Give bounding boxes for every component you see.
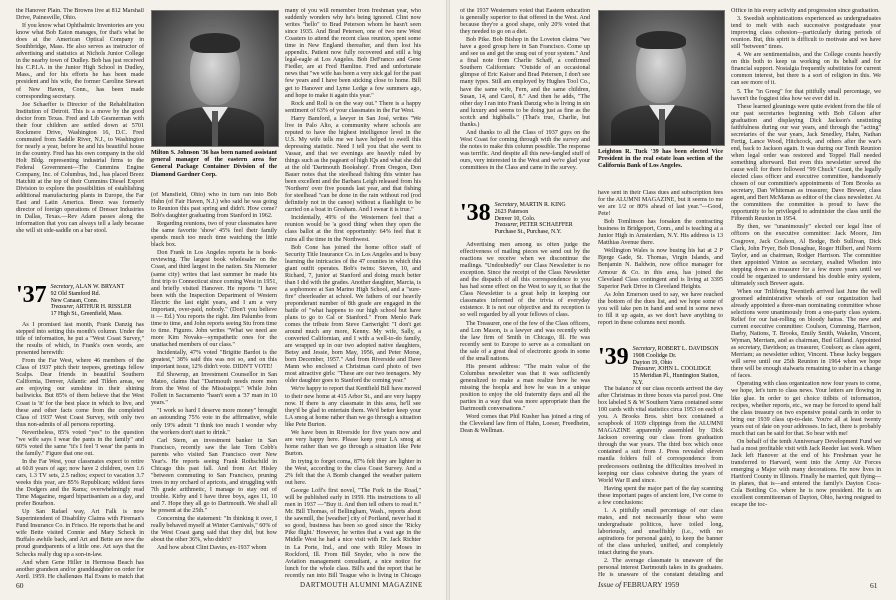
paragraph: Rock and Roll is on the way out." There is a happy sentiment of 63% of your classmates in the Far West. xyxy=(285,100,421,114)
paragraph: Joe Schaeffer is Director of the Rehabilitation Institution of Detroit. This is a move by the good doctor from Texas. Fred and Lib Gesmerman with their four children are settled down at 5701 Rockmere Drive, Washington 16, D.C. Fred commuted from Saddle River, N.J., to Washington for nearly a year, before he and his beautiful house in the country. Fred has his own company in the old Holt Bldg. representing industrial firms to the Federal Government—The Cummins Engine Company, Inc. of Columbus, Ind., has placed Breez Hatchitt at the top of their Cummins Diesel Export Division to explore the possibilities of establishing additional manufacturing plants in Europe, the Far East and Latin America. Breez was formerly director of foreign operations of Dresser Industries in Dallas, Texas.—Rev Adam passes along the information that you can always tell a lady because she will sit side-saddle on a bar stool. xyxy=(16,101,144,235)
paragraph: Incidentally, 49% of the Westerners feel that a reunion would be 'a good thing' when they open the class ballot at the first opportunity: 64% feel that it ruins all the time in the Northwest. xyxy=(285,215,421,243)
treasurer-name: ARTHUR H. RISSLER xyxy=(75,304,132,311)
right-col1-top xyxy=(460,8,590,198)
paragraph: Having spent the major part of the day scanning these important pages of ancient lore, I've come to a few conclusions: xyxy=(598,485,723,506)
paragraph: Regarding reunions, two of your classmates have the same favorite 'show' 45% feel their family spends much too much time watching the little black box. xyxy=(151,221,277,249)
paragraph: Bob Tomlinson has forsaken the contracting business in Bridgeport, Conn., and is teaching at a Junior High in Amsterdam, N.Y. His address is 13 Matthias Avenue there. xyxy=(598,219,723,247)
paragraph: "I work so hard I deserve more money" brought an astounding 75% vote in the affirmative, while only 19% admit "I think too much I wonder why the workers don't start to drink." xyxy=(151,408,277,436)
portrait-photo-tuck xyxy=(598,10,725,146)
treasurer-address: Purchase St., Purchase, N.Y. xyxy=(494,229,562,236)
secretary-address: 1908 Coolidge Dr. xyxy=(632,352,677,359)
photo-caption-tuck: Leighton R. Tuck '39 has been elected Vice President in the real estate loan section of the California Bank of Los Angeles. xyxy=(598,148,723,170)
paragraph: many of you will remember from freshman year, who suddenly wonders why he's being ignored. Clint now writes "hello" to Brad Peterson whom he hasn't seen since 1935. And Brad Petersen, one of two new West Coasters to attend the recent class reunion, spent some time in New England thereafter, and then lost his appendix. Patient now fully recovered and still a big legal-eagle at Los Angeles. Bob DeFranco and Gene Fiedler, are at Fred Hamline. Fred and unfortunate news that "we wife has been a very sick gal for the past few years and I have been sticking close to home. Bill get to Hanover and Lyme Ledge a few summers ago, and hope to make it again this year." xyxy=(285,8,421,99)
left-col1-top xyxy=(16,8,144,284)
paragraph: (of Mansfield, Ohio) who in turn ran into Bob Hahn (of Fair Haven, N.J.) who said he was going to Reunion this past spring and didn't. How come? Bob's daughter graduating from Stanford in 1962. xyxy=(151,192,277,220)
secretary-address: 2623 Paterson xyxy=(494,208,529,215)
right-col2-bottom xyxy=(598,386,723,578)
paragraph: His present address: "The main value of the Columbus newsletter was that it was sufficiently generalized to make a man realize how he was missing the hoopla and how he was in a unique position to enjoy the old fraternity days and all the parties in a way that was more appropriate than the Dartmouth conversations." xyxy=(460,363,590,413)
portrait-photo-johnson xyxy=(151,10,279,147)
class-number: '38 xyxy=(460,200,491,226)
paragraph: In trying to forget coma, 87% felt they are lighter in the West, according to the class Coast Survey. And a 2% felt that the A Bomb changed the weather pattern out here. xyxy=(285,458,421,487)
paragraph: Wellington Wales is now busing his hat at 2 P Bjerge Gade, St. Thomas, Virgin Islands, and Benjamin N. Baldwin, now office manager for Armour & Co. in this area, has joined the Cleveland Class contingent and is living at 3395 Superior Park Drive in Cleveland Heights. xyxy=(598,248,723,290)
paragraph: The balance of our class records arrived the day after Christmas in three boxes via parcel post. One box labeled S & W Southern Yams contained some 100 cards with vital statistics circa 1953 on each of you. A Brooks Bros. shirt box contained a scrapbook of 1939 clippings from the ALUMNI MAGAZINE apparently assembled by Dick Jackson covering our class from graduation through the war years. The third box which once contained a suit from J. Press revealed eleven manila folders full of correspondence from predecessors outlining the difficulties involved in keeping our class cohesive during the years of World War II and since. xyxy=(598,386,723,484)
paragraph: 3. Swedish sophistications experienced as undergraduates tend to melt with each successive postgraduate year improving class cohesion—particularly during periods of reunion. But, this spirit is difficult to motivate and we have still "between" times. xyxy=(731,16,881,51)
paragraph: The Treasurer, one of the few of the Class officers, and Lon Mason, is a lawyer and was recently with the law firm of Smith in Chicago, Ill. He was recently sent to Europe to serve as a consultant on the sale of a great deal of electronic goods in some of the small nations. xyxy=(460,320,590,362)
secretary-city: Denver 10, Colo. xyxy=(494,215,536,222)
paragraph: 2. The average classmate is unaware of the personal interest Dartmouth takes in its graduates. He is unaware of the constant detailing and xyxy=(598,558,723,578)
paragraph: When our Trilifeing Twentieth arrived last June the well groomed administrative wheels of our organization had already appointed a three-man nominating committee whose selections were unanimously from a one-party class system. Relief for our hat-rolling on bloody hatras. The new and current executive committee: Coulson, Cumming, Harrison, Darby, Nations, T. Brooks, Emily Smith, Wakelin, Vincent, Wyman, Merriam, and as chairman, Bud Gilfand. Appointed as secretary, Davidson; as treasurer, Coulson; as class agent, Merriam; as newsletter editor, Vincent. These lucky beggars will serve until our 25th Reunion in 1964 when we hope there will be enough stalwarts remaining to usher in a change of faces. xyxy=(731,288,881,380)
class-38-header xyxy=(460,202,590,236)
paragraph: the Hanover Plain. The Browns live at 812 Marshall Drive, Painesville, Ohio. xyxy=(16,8,144,22)
treasurer-name: PETER SCHAEFFER xyxy=(519,222,573,229)
paragraph: We have been in Riverside for five years now and are very happy here. Please keep your LA smog at home rather than we go through a situation like Pete Burton. xyxy=(285,429,421,457)
paragraph: Carl Stern, an investment banker in San Francisco, recently saw the late Tom Cobb's parents who visited San Francisco over New Year's. He reports seeing Frank Rothschild in Chicago this past fall. And from Art Hisley "between commuting to San Francisco, pruning trees in my orchard of apricots, and struggling with 7th grade arithmetic, I manage to stay out of trouble. Kirby and I have three boys, ages 11, 10 and 7. Hope they all go to Dartmouth. We shall all be present at the 25th." xyxy=(151,437,277,515)
paragraph: Ed Showrup, an Investment Counsellor in San Mateo, claims that "Dartmouth needs more men from the West of the Mississippi." While John Follett in Sacramento "hasn't seen a '37 man in 10 years." xyxy=(151,372,277,407)
magazine-title-footer: DARTMOUTH ALUMNI MAGAZINE xyxy=(300,581,423,589)
secretary-name: ROBERT L. DAVIDSON xyxy=(657,346,719,352)
paragraph: Harry Bamford, a lawyer in San José, writes "We live in Palo Alto, a community where schools are reputed to have the highest intelligence level in the U.S. My wife tells me we have helped to swell this depressing statistic. Need I tell you that she went to Vassar, and that we evenings are heavily ruled by things such as the pageant of high IQs and what she did at the old 'Dartmouth Bookshop'. From Oregon, Don Bauer notes that the steelhead fishing this winter has been excellent and the Barbara Leigh released from his 'Northern' over five pounds last year, and that fishing for steelhead "can be done in the rain without rod (rod definitely not in the canoe) without a flashlight to be carried on a boat in Gresham. And I swear it is true." xyxy=(285,115,421,214)
class-39-header xyxy=(598,346,723,387)
paragraph: We're happy to report that Kentfield Bill have moved to their new home at 415 Arbor St., and are very happy now. If there is any classmate in this area, he'll see they'd be glad to entertain them. We'd better keep your LA smog at home rather than we go through a situation like Pete Burton. xyxy=(285,386,421,428)
paragraph: As John Emerson used to say, we have reached the bottom of the dues list, and we hope some of you will take pen in hand and send in some news to fill it up again, as we don't have anything to report in these columns next month. xyxy=(598,291,723,326)
secretary-name: ALAN W. BRYANT xyxy=(75,284,125,290)
class-number: '39 xyxy=(598,344,629,370)
paragraph: And thanks to all the Class of 1937 guys on the West Coast for coming through with the survey and the notes to make this column possible. The response was terrific. And despite all this new-fangled stuff of ours, very interested in the West and we're glad your committees in the Class and came in the survey. xyxy=(460,129,590,172)
paragraph: Bob Cone has joined the home office staff of Security Title Insurance Co. in Los Angeles and is busy learning the intricacies of the 47 counties in which this giant outfit operates. Bob's twins: Steven, 10, and Richard, 7, junior at Stanford and doing much better than I did with the grades. Another daughter, Marcia, is a sophomore at San Marino High School, and a "sure-fire" cheerleader at school. We fathers of our heavily preponderant number of 8th grade are engaged in the battle of "what happens to our high school but have plans to go to Cal or Stanford." From Menlo Park comes the tribute from Steve Cartwright: "I don't get around much any more, Kenny. My wife, Sally, a converted Californian, and I with a well-to-do family, are wrapped up in our two adopted native daughters, Betsy and Jessie, born May, 1956, and Peter Morse, born December, 1957." And from Riverside and Dave Mann who enclosed a Christmas card photo of two most attractive girls: "These are our two teenagers. My older daughter goes to Stanford the coming year." xyxy=(285,244,421,385)
paragraph: Incidentally, 47% voted "Brigitte Bardot is the greatest," 38% said this was not so, and on this important issue, 12% didn't vote. DIDN'T VOTE! xyxy=(151,350,277,371)
paragraph: Nevertheless, 85% voted "yes" to the question "we wife says I wear the pants in the family" and 60% voted the same "it's I feel 'I wear' the pants in the family." Figure that one out. xyxy=(16,429,144,457)
treasurer-address: 15 Meridian Pl., Huntington Station, N.Y. xyxy=(632,373,719,386)
treasurer-name: JOHN L. COOLIDGE xyxy=(657,366,711,373)
paragraph: If you know what Ophthalmic Inventories are you know what Bob Eaton manages, for that's what he does at the American Optical Company in Southbridge, Mass. He also serves as instructor of advertising and statistics at Nichols Junior College in the nearby town of Dudley. Bob has just received his C.P.I.A. in the Junior High School in Dudley, Mass., and for his efforts he has been made president and his wife, the former Caroline Stewart of New Haven, Conn., has been made corresponding secretary. xyxy=(16,23,144,100)
paragraph: Don Frank in Los Angeles reports he is book-reviewing. The largest book wholesaler on the Coast, and third largest in the nation. Stu Niemeier (same city) writes that last summer he made his first trip to Connecticut since coming West in 1951, and briefly visited Hanover. He reports "I have been with the Inspection Department of Western Electric the last eight years, and I am a very important, over-paid, nobody." (Don't you believe it — Ed.) You reports the right. Jim Palumbo from time to time, and John reports seeing Stu from time to time. Figures. John writes "What we need are more Kim Novaks—sympathetic ones for the unattached members of our class." xyxy=(151,250,277,348)
class-officers: Secretary, ALAN W. BRYANT 92 Old Stamford Rd. New Canaan, Conn. Treasurer, ARTHUR H. RISSLER 17 High St., Greenfield, Mass. xyxy=(50,284,132,318)
paragraph: By then, we "unanimously" elected our legal line of officers on the executive committee: Jack Moore, Jim Cosgrove, Jack Coulson, Al Bodge, Bob Sullivan, Dick Clark, John Fryer, Bob Donaghue, Roger Hilbert, and Norm Taylor, and as chairman, Rodger Harrison. The committee then appointed Vinton as secretary, exalted Whedon into stepping down as treasurer for a few more years until we could be organized to understand his double entry system, ultimately such Brewer again. xyxy=(731,224,881,287)
right-page xyxy=(448,0,896,600)
treasurer-address: 17 High St., Greenfield, Mass. xyxy=(50,311,123,318)
paragraph: These learned gleanings were quite evident from the file of our past secretaries beginning with Bob Gilson after graduation and displaying Dick Jackson's unstinting faithfulness during our war years, and through the "acting" secretaries of the war years, Jack Smedley, Hahn, Nathan Fertig, Lance Wood, Hitchcock, and others after the war's end, back to Jackson again. It was during our Tenth Reunion when legal order was restored and Toppel Hall needed something afterward. But even this newsletter served the cause well: for there followed "99 Chuck" Grant, the legally elected class officer and executive committee, handsomely chosen of our committee's appointments of Tom Brooks as secretary, Dan Whiteman as treasurer, Dave Brewer, class agent, and Bert McManus as editor of the class newsletter. At the committees the committee is proud to have the opportunity to be privileged to administer the class until the Fifteenth Reunion in 1954. xyxy=(731,103,881,223)
issue-label: Issue of xyxy=(598,580,622,589)
photo-caption-johnson: Milton S. Johnson '36 has been named assistant general manager of the eastern area for General Package Container Division of the Diamond Gardner Corp. xyxy=(151,149,277,178)
paragraph: 5. The "in Greeg" for that pitifully small percentage, we haven't the foggiest idea how we ever did in. xyxy=(731,88,881,102)
paragraph: Concerning the statement: "In thinking it over, I really behaved myself at Winter Carnivals," 60% of the West Coast gang said that they did, but how about the other 36%, who didn't? xyxy=(151,516,277,544)
class-officers: Secretary, MARTIN R. KING 2623 Paterson Denver 10, Colo. Treasurer, PETER SCHAEFFER Purchase St., Purchase, N.Y. xyxy=(494,202,573,236)
paragraph: Word comes that Phil Kusher has joined a ring of the Cleveland law firm of Hahn, Loeser, Freedheim, Dean & Wellman. xyxy=(460,414,590,435)
class-officers: Secretary, ROBERT L. DAVIDSON 1908 Coolidge Dr. Dayton 19, Ohio Treasurer, JOHN L. COOLIDGE 15 Meridian Pl., Huntington Station, N.Y. xyxy=(633,346,723,387)
paragraph: George Loff's first novel, "The Fork in the Road," will be published early in 1959. His instructions to all men in 1937 —"Buy it. And then tell others to read it." Mr. Bill Thomas, of Bellingham, Wash., reports about the sawmill, the [weather] city of Portland, never had it so good, business has been so good since the 'Ricky Pike flight.' However, he writes that a vast age in the Middle West he had a nice visit with Dr. Jack Richter in La Porte, Ind., and one with Riley Moses in Rockford, Ill. From Bill Snyder, who is now the Aviation management consultant, a nice notice for lunch for the whole class. Bill's and the report that he recently ran into Bill Teague who is living in Chicago xyxy=(285,488,421,578)
paragraph: And when Gene Hiller in Hermosa Beach has another grandson and/or granddaughter on order for April, 1959. He challenges Hal Evans to match that xyxy=(16,559,144,578)
paragraph: Up San Rafael way, Art Falk is now Superintendent of Disability Claims with Fireman's Fund Insurance Co. in Frisco. He reports that he and wife Bette visited Connie and Mary Scheck in Buffalo awhile back, and Art and Bette are now the proud grandparents of a little one. Art says that the Schecks really dug up a son-in-law. xyxy=(16,509,144,558)
paragraph: On behalf of the tenth Anniversary Development Fund we had a most profitable visit with Jack Reeder last week. When Jack left Hanover at the end of his Freshman year he transferred to Harvard, went into the Army Air Forces emerging a Major with many decorations. He now lives in Hartford County in Illinois. Finally he married, quit flying—in planes, that is—and entered the family's Dayton Coca-Cola Bottling Co. where he is now president. He is an excellent committeeman of Dayton, Ohio, having resigned to escape the toc- xyxy=(731,438,881,509)
paragraph: Advertising men among us often judge the effectiveness of mailing pieces we send out by the reactions we receive when we discontinue the mailings. "Undoubtedly" our Class Newsletter is no exception. Since the receipt of the Class Newsletter and the dispatch of all this correspondence to you has had some effect on the West to say it, so that the Class Newsletter is a great help in keeping our classmates informed of the trivia of everyday existence. It is not our objective and its reception is so well regarded by all your fellows of class. xyxy=(460,242,590,319)
paragraph: have sent in their Class dues and subscription fees for the ALUMNI MAGAZINE, but it seems to me we are 1/2 or 80% ahead of last year."—Good, Pete! xyxy=(598,190,723,218)
issue-date-footer xyxy=(598,580,679,589)
page-number-right: 61 xyxy=(870,581,878,590)
right-col1-bottom xyxy=(460,242,590,578)
paragraph: Bob Pike. Bob Bishop in the Loveton claims "we have a good group here in San Francisco. Come up and see us and get the snug out of your system." And a final note from Charlie Schaff, a confirmed Southern Californian: "Outside of an occasional glimpse of Eric Kaiser and Brad Petersen, I don't see many types. Still am employed by Hughes Tool Co., have the same wife, Fern, and the same children, Susan, 14, and Carol, 8." And then he adds, "The other day I ran into Frank Danzig who is living in sin and luxury and seems to be doing just as fine as the scotch and highballs." (That's true, Charlie, but thanks.) xyxy=(460,37,590,128)
secretary-address: 92 Old Stamford Rd. xyxy=(50,290,101,297)
class-37-header xyxy=(16,284,144,318)
paragraph: In the Far West, your classmates expect to retire at 60.8 years of age; now have 2 children, own 1.6 cars, 1.3 TV sets, 2.5 radios; expect to vacation 3.7 weeks this year, are 85% Republican; wildest fares the Dodgers and the Rams; overwhelmingly read Time Magazine, regard bipartisanism as a day, and prefer Bourbon. xyxy=(16,458,144,508)
page-number-left: 60 xyxy=(16,581,24,590)
paragraph: And how about Clint Davies, ex-1937 whom xyxy=(157,545,267,552)
paragraph: 4. We are sentimentalists, and the College counts heavily on this both to keep us working on its behalf and for financial support. Nostalgia frequently substitutes for current common interest, but there is a sort of religion in this. We can see more of it. xyxy=(731,52,881,87)
paragraph: Operating with class organization now four years to come, we hope, let's turn to class news. Your letters are flowing in like glue. In order to get choice tidbits of information, recipes, whether reports, etc., we may be forced to spend half the class treasury on two expensive postal cards in order to bring our 1939 class up-to-date. You're all at least twenty years out of date on your addresses. In fact, there is probably much that can be said for that. So bear with me! xyxy=(731,381,881,437)
left-col3 xyxy=(285,8,421,578)
paragraph: of the 1937 Westerners voted that Eastern education is generally superior to that offered in the West. And because they're a good shape, only 20% voted that they needed to go on a diet. xyxy=(460,8,590,36)
issue-month: FEBRUARY 1959 xyxy=(623,580,680,589)
paragraph: From the Far West, where 46 members of the Class of 1937 pitch their teepees, greetings fellow Scalps. Dear friends in beautiful Southern California, Denver, Atlantic and Tilden areas, we are enjoying our sunshine in their shining bailiwicks. But 85% of them believe that the West Coast is 'it' for the best place in which to live, and these and other facts come from the completed Class of 1937 West Coast Survey, with only two thus non-admits of all persons reporting. xyxy=(16,358,144,428)
right-col3 xyxy=(731,8,881,578)
right-col2-top xyxy=(598,190,723,340)
paragraph: As I promised last month, Frank Danzig has stepped into setting this month's column. Under the title of information, he put a "West Coast Survey," the results of which, in Frank's own words, are presented herewith: xyxy=(16,322,144,357)
left-col1-bottom xyxy=(16,322,144,578)
secretary-name: MARTIN R. KING xyxy=(519,202,566,208)
secretary-city: New Canaan, Conn. xyxy=(50,297,99,304)
class-number: '37 xyxy=(16,282,47,308)
paragraph: Office in his every activity and progression since graduation. xyxy=(731,8,880,14)
secretary-city: Dayton 19, Ohio xyxy=(632,359,673,366)
paragraph: 1. A pitifully small percentage of our class mates, and not necessarily those who were undergraduate politicos, have toiled long, laboriously, and unselfishly (i.e., with no aspirations for personal gain), to keep the banner of the class unfurled, unified, and completely intact during the years. xyxy=(598,507,723,557)
left-col2 xyxy=(151,192,277,578)
